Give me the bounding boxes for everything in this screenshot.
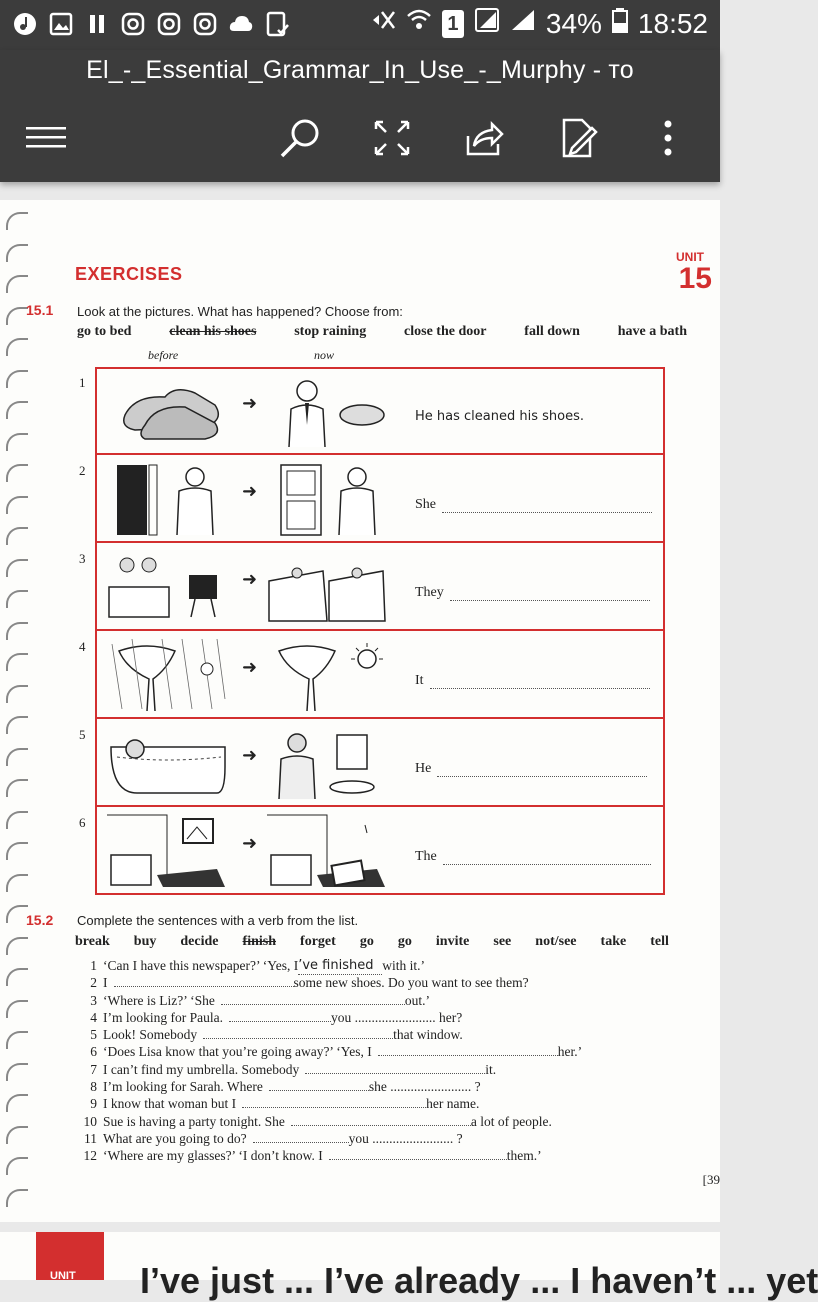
rain-tree-illustration (107, 639, 227, 711)
answer-subject: She (415, 497, 436, 512)
music-icon (12, 10, 38, 40)
verb-word: not/see (535, 934, 577, 949)
answer-subject: They (415, 585, 444, 600)
answer-blank[interactable] (242, 1096, 426, 1108)
man-drying-illustration (267, 727, 387, 799)
page-number: [39 (702, 1172, 720, 1187)
verb-word: go (359, 934, 374, 949)
answer-blank[interactable] (203, 1027, 393, 1039)
status-bar (0, 0, 720, 50)
sentence: 4 I’m looking for Paula. you ........................ her? (90, 1009, 463, 1025)
picture-row (79, 809, 663, 895)
picture-row (79, 369, 663, 455)
arrow-icon: ➜ (242, 393, 258, 413)
sentence: 1 ‘Can I have this newspaper?’ ‘Yes, I ’ve finished with it.’ (77, 958, 677, 975)
choice-word: go to bed (77, 324, 132, 339)
instagram-icon (156, 10, 182, 40)
row-number: 2 (79, 463, 86, 478)
exercises-title: EXERCISES (75, 264, 183, 284)
picture-row (79, 633, 663, 719)
choice-word: clean his shoes (169, 324, 257, 339)
room-picture-on-wall-illustration (107, 815, 227, 887)
woman-door-closed-illustration (277, 463, 397, 535)
answer-blank[interactable] (378, 1044, 558, 1056)
woman-at-door-illustration (115, 463, 235, 535)
couple-watching-tv-illustration (107, 551, 227, 623)
sim-badge: 1 (442, 10, 464, 38)
notification-icons (12, 10, 290, 40)
verb-word: tell (650, 934, 669, 949)
answer-text: He has cleaned his shoes. (415, 409, 584, 424)
search-icon[interactable] (276, 114, 324, 162)
answer-line[interactable] (415, 849, 651, 865)
row-number: 4 (79, 639, 86, 654)
unit-number: 15 (678, 262, 712, 295)
choice-list (77, 324, 687, 340)
answer-line[interactable] (415, 673, 650, 689)
picture-row (79, 457, 663, 543)
answer-blank[interactable] (229, 1010, 331, 1022)
picture-row (79, 721, 663, 807)
choice-word: stop raining (294, 324, 367, 339)
row-number: 1 (79, 375, 86, 390)
answer-line[interactable] (415, 409, 584, 424)
app-bar (0, 50, 720, 182)
row-number: 3 (79, 551, 86, 566)
exercise-number: 15.2 (26, 912, 54, 928)
room-picture-fallen-illustration (267, 815, 387, 887)
pause-icon (84, 10, 110, 40)
arrow-icon: ➜ (242, 657, 258, 677)
answer-blank[interactable] (253, 1131, 349, 1143)
sentence: 6 ‘Does Lisa know that you’re going away?’ ‘Yes, I her.’ (90, 1044, 583, 1060)
answer-blank[interactable] (305, 1062, 485, 1074)
signal-icon (474, 6, 500, 41)
exercise-instruction: Complete the sentences with a verb from the list. (77, 913, 359, 928)
sun-tree-illustration (267, 639, 387, 711)
arrow-icon: ➜ (242, 481, 258, 501)
more-options-icon[interactable] (644, 114, 692, 162)
document-title: El_-_Essential_Grammar_In_Use_-_Murphy - то (86, 56, 634, 84)
shoes-illustration (115, 375, 235, 447)
answer-blank[interactable] (291, 1114, 471, 1126)
clipboard-check-icon (264, 10, 290, 40)
sentence: 3 ‘Where is Liz?’ ‘She out.’ (90, 992, 430, 1008)
arrow-icon: ➜ (242, 833, 258, 853)
exercise-instruction: Look at the pictures. What has happened? Choose from: (77, 304, 403, 319)
gallery-icon (48, 10, 74, 40)
signal-icon (510, 6, 536, 41)
sentence: 2 I some new shoes. Do you want to see them? (90, 975, 529, 991)
verb-word: break (75, 934, 110, 949)
sentence: 9 I know that woman but I her name. (90, 1096, 480, 1112)
cloud-sync-icon (228, 10, 254, 40)
row-number: 6 (79, 815, 86, 830)
next-page-preview[interactable] (0, 1232, 818, 1301)
verb-word: decide (180, 934, 219, 949)
picture-row (79, 545, 663, 631)
toolbar (0, 108, 720, 168)
mute-icon (370, 6, 396, 41)
verb-word: see (493, 934, 512, 949)
document-page[interactable] (0, 200, 720, 1222)
answer-blank[interactable] (269, 1079, 369, 1091)
menu-icon[interactable] (22, 114, 70, 162)
row-number: 5 (79, 727, 86, 742)
fullscreen-icon[interactable] (368, 114, 416, 162)
instagram-icon (120, 10, 146, 40)
verb-list (75, 934, 669, 950)
answer-blank[interactable]: ’ve finished (298, 958, 382, 975)
answer-blank[interactable] (221, 993, 405, 1005)
unit-tab: UNIT (36, 1232, 104, 1280)
instagram-icon (192, 10, 218, 40)
arrow-icon: ➜ (242, 569, 258, 589)
answer-subject: The (415, 849, 437, 864)
man-in-bath-illustration (107, 727, 227, 799)
clock: 18:52 (637, 7, 708, 39)
choice-word: have a bath (617, 324, 687, 339)
couple-in-bed-illustration (267, 551, 387, 623)
answer-line[interactable] (415, 761, 647, 777)
unit-label: UNIT (676, 250, 704, 264)
edit-document-icon[interactable] (554, 114, 602, 162)
sentence: 12 ‘Where are my glasses?’ ‘I don’t know. I them.’ (83, 1148, 542, 1164)
battery-level: 34% (545, 7, 602, 39)
verb-word: finish (242, 934, 276, 949)
answer-blank[interactable] (114, 975, 294, 987)
choice-word: close the door (404, 324, 487, 339)
sentence: 10 Sue is having a party tonight. She a lot of people. (83, 1113, 552, 1129)
picture-grid (79, 367, 665, 895)
share-icon[interactable] (460, 114, 508, 162)
sentence: 11 What are you going to do? you ........................ ? (84, 1130, 463, 1146)
sentence: 8 I’m looking for Sarah. Where she ........................ ? (90, 1079, 481, 1095)
wifi-icon (406, 6, 432, 41)
before-label: before (148, 348, 179, 362)
exercise-number: 15.1 (26, 302, 54, 318)
arrow-icon: ➜ (242, 745, 258, 765)
answer-blank[interactable] (329, 1148, 507, 1160)
verb-word: buy (133, 934, 157, 949)
now-label: now (314, 348, 335, 362)
battery-icon (612, 6, 628, 41)
choice-word: fall down (524, 324, 580, 339)
system-indicators (370, 6, 708, 41)
man-cleaning-shoes-illustration (277, 375, 397, 447)
verb-word: invite (435, 934, 470, 949)
verb-word: forget (300, 934, 336, 949)
verb-word: take (600, 934, 627, 949)
answer-subject: He (415, 761, 432, 776)
answer-line[interactable] (415, 497, 652, 513)
sentence-list (77, 958, 677, 1166)
answer-line[interactable] (415, 585, 650, 601)
next-page-heading: I’ve just ... I’ve already ... I haven’t ... yet (140, 1260, 818, 1301)
verb-word: go (397, 934, 412, 949)
answer-subject: It (415, 673, 424, 688)
sentence: 7 I can’t find my umbrella. Somebody it. (90, 1061, 497, 1077)
sentence: 5 Look! Somebody that window. (90, 1027, 463, 1043)
